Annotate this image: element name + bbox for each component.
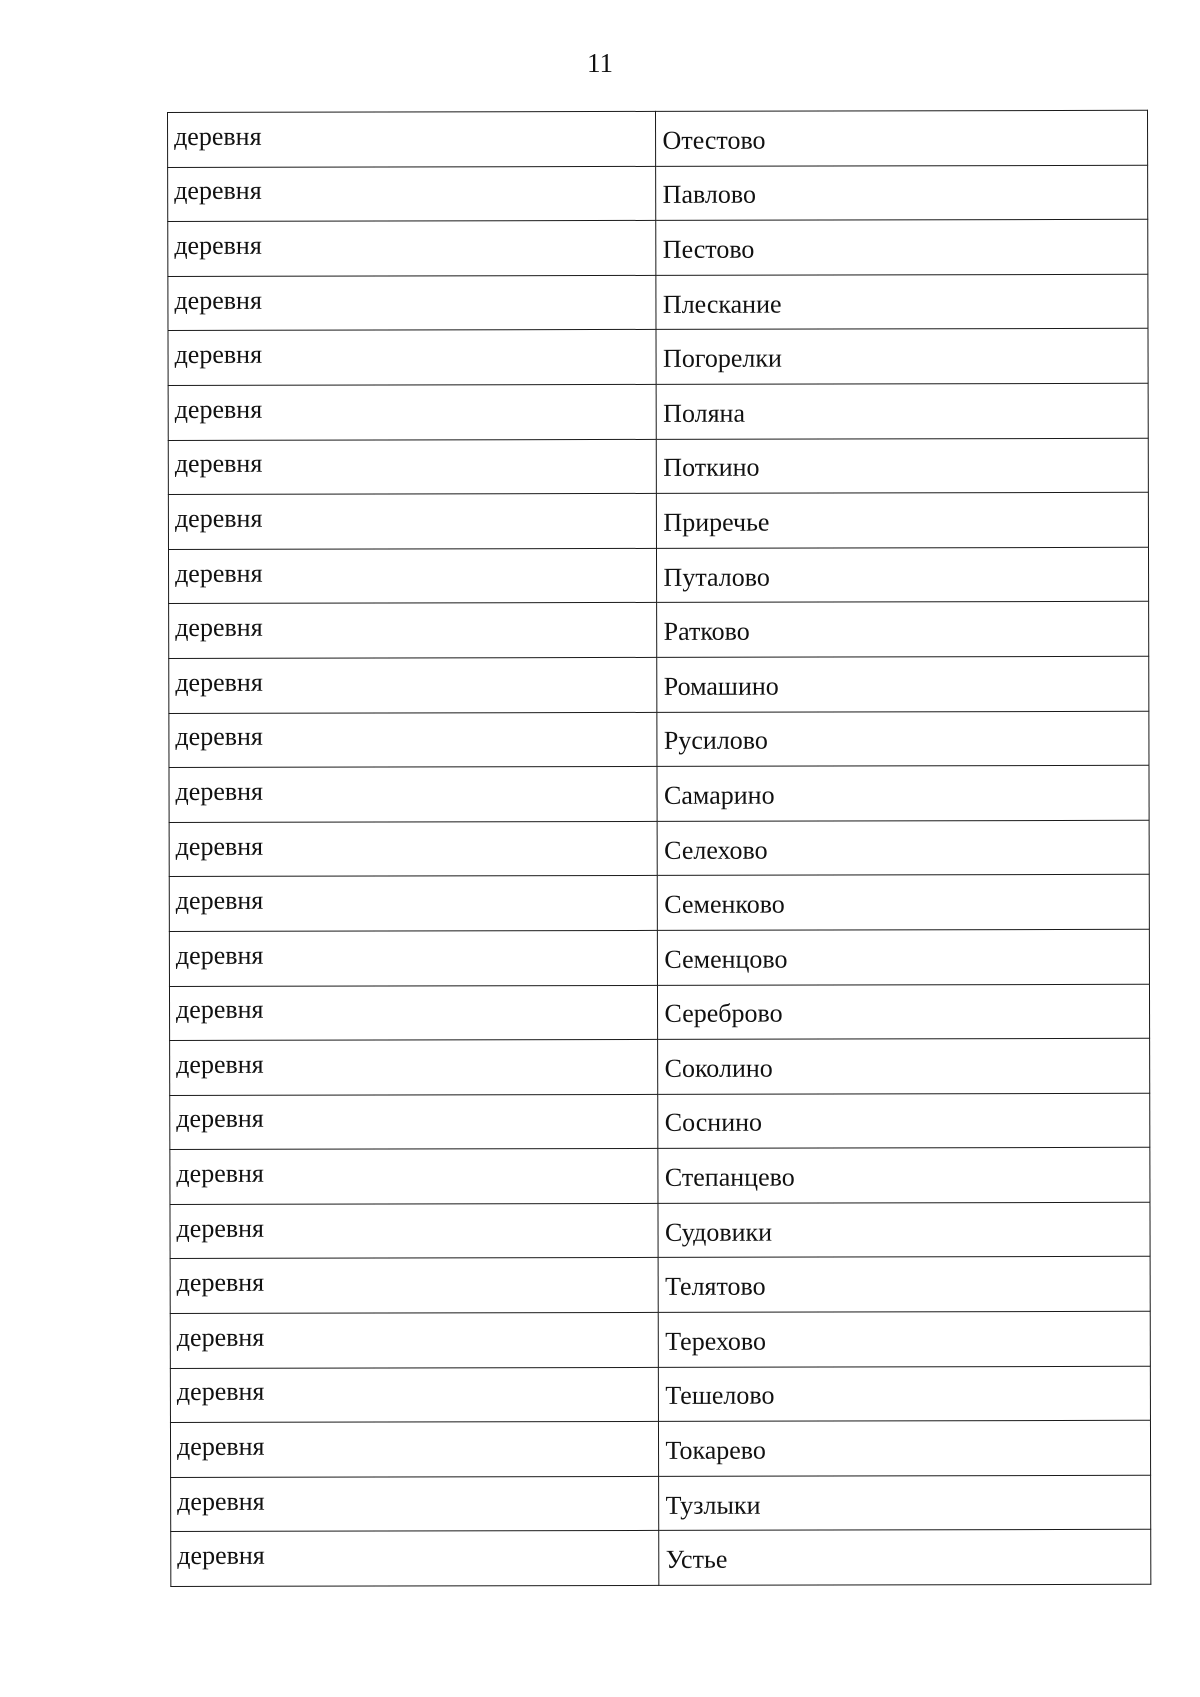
settlement-name-cell	[659, 1421, 1151, 1477]
table-row	[168, 165, 1148, 222]
settlement-type: деревня	[175, 885, 264, 916]
settlement-name: Павлово	[662, 180, 757, 210]
settlement-name: Тешелово	[665, 1381, 775, 1411]
settlement-name: Токарево	[665, 1435, 766, 1465]
settlement-type-cell	[169, 657, 658, 713]
settlement-type-cell	[170, 1094, 659, 1150]
settlement-name-cell	[657, 711, 1149, 767]
settlement-type: деревня	[176, 1213, 265, 1243]
settlement-type-cell	[170, 1258, 659, 1314]
settlement-name: Тузлыки	[665, 1490, 761, 1520]
settlement-type: деревня	[175, 667, 263, 697]
settlement-name: Приречье	[663, 507, 770, 537]
settlement-type-cell	[169, 767, 658, 823]
table-row	[169, 875, 1149, 932]
settlement-type: деревня	[175, 831, 264, 861]
settlement-type-cell	[170, 1367, 659, 1423]
settlement-type: деревня	[176, 1431, 265, 1462]
settlement-name-cell	[656, 110, 1148, 166]
table-row	[171, 1530, 1151, 1587]
settlement-type: деревня	[174, 449, 263, 479]
settlement-name-cell	[659, 1530, 1151, 1586]
settlement-name: Поляна	[663, 398, 746, 428]
settlement-name-cell	[658, 875, 1150, 931]
settlement-type: деревня	[177, 1541, 265, 1571]
table-row	[170, 1257, 1150, 1314]
settlement-type: деревня	[174, 503, 263, 533]
settlement-type-cell	[168, 111, 657, 167]
settlement-name: Степанцево	[664, 1162, 795, 1192]
settlement-name: Семенково	[664, 889, 785, 919]
settlement-type-cell	[170, 1422, 659, 1478]
settlement-name-cell	[657, 492, 1149, 548]
settlement-name: Самарино	[663, 780, 775, 810]
settlement-name-cell	[657, 765, 1149, 821]
table-row	[168, 110, 1148, 167]
table-row	[168, 274, 1148, 331]
table-row	[170, 1093, 1150, 1150]
settlement-name-cell	[657, 547, 1149, 603]
settlement-name-cell	[658, 1148, 1150, 1204]
settlement-name-cell	[657, 438, 1149, 494]
settlement-name: Селехово	[664, 835, 768, 865]
table-row	[170, 1421, 1150, 1478]
settlement-name: Терехово	[665, 1326, 767, 1356]
settlement-type-cell	[170, 1149, 659, 1205]
settlement-name: Поткино	[663, 453, 760, 483]
settlement-name: Путалово	[663, 562, 770, 592]
settlement-type-cell	[169, 821, 658, 877]
settlement-name-cell	[658, 1202, 1150, 1258]
settlement-name: Ромашино	[663, 671, 779, 701]
table-row	[169, 656, 1149, 713]
settlement-type-cell	[170, 1039, 659, 1095]
settlement-type: деревня	[176, 1104, 264, 1134]
page-number: 11	[587, 48, 613, 78]
settlement-name: Погорелки	[662, 343, 782, 374]
settlement-type-cell	[170, 1312, 659, 1368]
settlement-name-cell	[657, 602, 1149, 658]
settlement-type: деревня	[176, 1049, 264, 1079]
settlement-type-cell	[169, 930, 658, 986]
settlement-name-cell	[658, 929, 1150, 985]
settlement-type: деревня	[175, 558, 263, 588]
settlement-name: Судовики	[664, 1217, 773, 1247]
settlement-type: деревня	[176, 1377, 265, 1407]
table-row	[170, 1311, 1150, 1368]
table-row	[171, 1475, 1151, 1532]
settlement-name-cell	[658, 1093, 1150, 1149]
settlement-name: Плескание	[662, 289, 782, 319]
settlement-type-cell	[169, 712, 658, 768]
settlement-name-cell	[659, 1475, 1151, 1531]
settlement-type-cell	[168, 221, 657, 277]
table-row	[168, 438, 1148, 495]
settlement-type: деревня	[175, 940, 264, 970]
table-row	[168, 547, 1148, 604]
table-row	[169, 984, 1149, 1041]
settlement-name: Пестово	[662, 234, 755, 264]
table-row	[170, 1366, 1150, 1423]
settlement-name-cell	[659, 1366, 1151, 1422]
settlement-type: деревня	[176, 1322, 265, 1352]
settlement-type: деревня	[174, 285, 262, 315]
settlement-type: деревня	[175, 722, 263, 752]
table-row	[168, 383, 1148, 440]
table-row	[169, 765, 1149, 822]
settlement-name: Семенцово	[664, 944, 788, 974]
table-row	[168, 219, 1148, 276]
settlement-type: деревня	[175, 612, 263, 643]
settlement-type: деревня	[175, 776, 264, 806]
settlement-type-cell	[168, 330, 657, 386]
settlement-type: деревня	[174, 339, 263, 370]
settlement-name: Соснино	[664, 1108, 763, 1138]
settlements-table	[167, 110, 1151, 1587]
settlement-name: Русилово	[663, 725, 768, 756]
settlement-name-cell	[657, 656, 1149, 712]
settlement-name: Ратково	[663, 616, 750, 647]
settlement-type: деревня	[174, 176, 262, 206]
settlement-name-cell	[658, 984, 1150, 1040]
settlement-type-cell	[168, 384, 657, 440]
table-row	[170, 1038, 1150, 1095]
settlement-name-cell	[656, 274, 1148, 330]
settlement-name: Соколино	[664, 1053, 773, 1083]
settlement-type-cell	[170, 1203, 659, 1259]
settlement-type-cell	[171, 1476, 660, 1532]
settlement-type-cell	[169, 876, 658, 932]
settlement-type-cell	[169, 603, 658, 659]
settlement-name-cell	[659, 1311, 1151, 1367]
settlements-table-body	[168, 110, 1151, 1586]
settlement-name-cell	[656, 329, 1148, 385]
settlement-type: деревня	[176, 1268, 265, 1298]
settlement-name-cell	[659, 1257, 1151, 1313]
table-row	[169, 602, 1149, 659]
table-row	[168, 492, 1148, 549]
settlement-name-cell	[658, 820, 1150, 876]
settlement-name-cell	[656, 165, 1148, 221]
settlement-name-cell	[658, 1038, 1150, 1094]
settlement-type-cell	[168, 439, 657, 495]
table-row	[170, 1148, 1150, 1205]
settlement-type-cell	[168, 166, 657, 222]
settlement-name: Телятово	[665, 1271, 766, 1302]
settlement-type: деревня	[174, 230, 262, 260]
table-row	[170, 1202, 1150, 1259]
settlement-name-cell	[656, 219, 1148, 275]
settlement-name: Устье	[665, 1544, 728, 1575]
settlement-name-cell	[657, 383, 1149, 439]
settlement-type-cell	[171, 1531, 660, 1587]
settlement-type-cell	[168, 275, 657, 331]
settlement-name: Отестово	[662, 125, 766, 155]
settlement-type-cell	[168, 494, 657, 550]
settlement-type: деревня	[174, 394, 263, 424]
settlement-type-cell	[168, 548, 657, 604]
settlement-type: деревня	[176, 1158, 264, 1189]
settlement-type: деревня	[176, 995, 264, 1025]
table-row	[169, 820, 1149, 877]
settlement-type: деревня	[177, 1486, 265, 1516]
settlement-type: деревня	[174, 121, 262, 151]
table-row	[169, 711, 1149, 768]
settlement-name: Сереброво	[664, 998, 783, 1029]
table-row	[168, 329, 1148, 386]
table-row	[169, 929, 1149, 986]
settlement-type-cell	[169, 985, 658, 1041]
